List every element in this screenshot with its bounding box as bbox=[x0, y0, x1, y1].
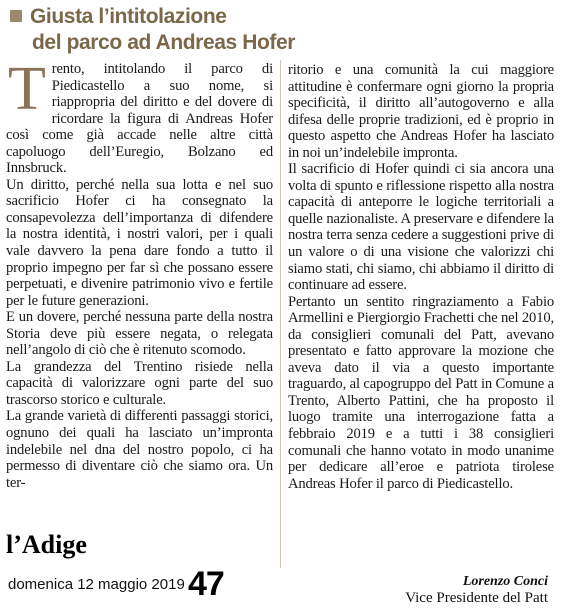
paragraph-6: ritorio e una comunità la cui maggiore attitudine è confermare ogni giorno la propria specificità, il diritto all’autogoverno e alla difesa delle proprie tradizioni, ed è proprio in questo aspetto che Andreas Hofer ha lasciato in noi un’indelebile impronta. bbox=[288, 62, 554, 161]
column-divider bbox=[280, 60, 281, 568]
issue-date: domenica 12 maggio 2019 bbox=[8, 576, 185, 593]
drop-cap: T bbox=[8, 55, 46, 123]
signature-name: Lorenzo Conci bbox=[462, 574, 548, 589]
article-column-right bbox=[288, 62, 554, 492]
paragraph-4: La grandezza del Trentino risiede nella capacità di valorizzare ogni parte del suo trascorso storico e culturale. bbox=[6, 358, 273, 408]
headline-line-1: Giusta l’intitolazione bbox=[30, 5, 227, 28]
article-column-left bbox=[6, 55, 273, 491]
headline-square-bullet bbox=[10, 10, 22, 22]
paragraph-5: La grande varietà di differenti passaggi storici, ognuno dei quali ha lasciato un’impronta indelebile nel dna del nostro popolo, ci ha permesso di diventare ciò che siamo ora. Un ter- bbox=[6, 408, 273, 491]
paragraph-7: Il sacrificio di Hofer quindi ci sia ancora una volta di spunto e riflessione rispetto alla nostra capacità di anteporre le logiche territoriali a quelle nazionaliste. A preservare e difendere la nostra terra senza cedere a suggestioni prive di un valore o di una visione che valorizzi chi siamo stati, chi siamo, chi abbiamo il diritto di continuare ad essere. bbox=[288, 161, 554, 294]
paragraph-8: Pertanto un sentito ringraziamento a Fabio Armellini e Piergiorgio Frachetti che nel 2010, da consiglieri comunali del Patt, avevano presentato e fatto approvare la mozione che aveva dato il via a questo importante traguardo, al capogruppo del Patt in Comune a Trento, Alberto Pattini, che ha proposto il luogo tramite una interrogazione fatta a febbraio 2019 e a tutti i 38 consiglieri comunali che hanno votato in modo unanime per dedicare all’eroe e patriota tirolese Andreas Hofer il parco di Piedicastello. bbox=[288, 293, 554, 492]
paragraph-1: Trento, intitolando il parco di Piedicastello a suo nome, si riappropria del diritto e del dovere di ricordare la figura di Andreas Hofer così come già accade nelle altre città capoluogo dell’Euregio, Bolzano ed Innsbruck. bbox=[6, 55, 273, 177]
article-headline bbox=[10, 4, 310, 56]
signature-role: Vice Presidente del Patt bbox=[405, 590, 548, 606]
page-number: 47 bbox=[188, 565, 224, 603]
paragraph-2: Un diritto, perché nella sua lotta e nel suo sacrificio Hofer ci ha consegnato la consapevolezza dell’importanza di difendere la nostra identità, i nostri valori, per i quali vale davvero la pena dare fondo a tutto il proprio impegno per far sì che possano essere perpetuati, e divenire patrimonio vivo e fertile per le future generazioni. bbox=[6, 176, 273, 309]
paragraph-3: E un dovere, perché nessuna parte della nostra Storia deve più essere negata, o relegata nell’angolo di ciò che è ritenuto scomodo. bbox=[6, 309, 273, 359]
newspaper-logo: l’Adige bbox=[6, 530, 87, 559]
headline-line-2: del parco ad Andreas Hofer bbox=[32, 31, 296, 54]
